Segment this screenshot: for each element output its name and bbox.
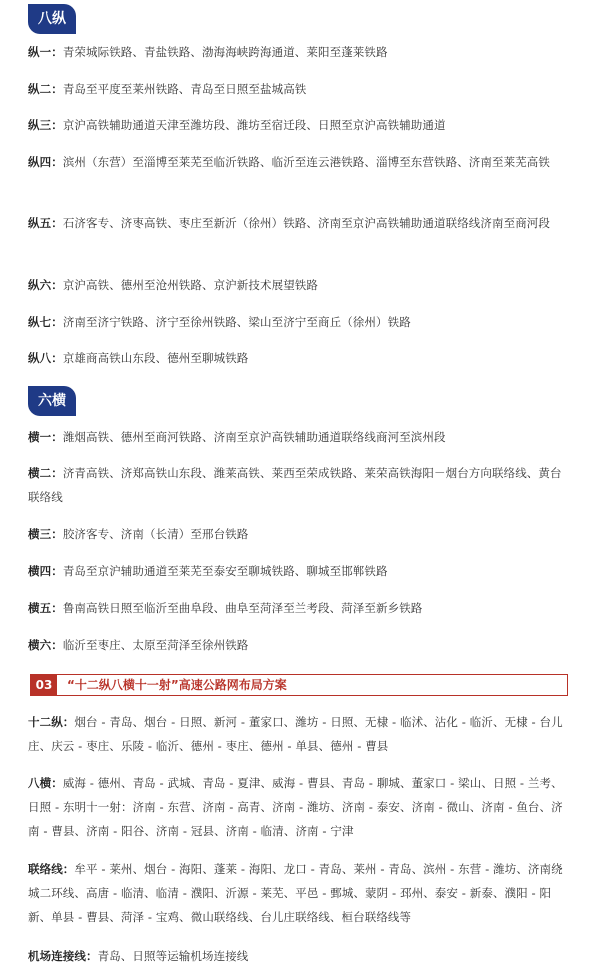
list-item <box>28 461 572 509</box>
item-label: 纵五： <box>28 216 63 230</box>
list-item <box>28 77 572 101</box>
item-label: 横四： <box>28 564 63 578</box>
item-text: 滨州（东营）至淄博至莱芜至临沂铁路、临沂至连云港铁路、淄博至东营铁路、济南至莱芜高铁 <box>62 155 551 169</box>
item-text: 青岛至京沪辅助通道至莱芜至泰安至聊城铁路、聊城至邯郸铁路 <box>62 564 388 578</box>
item-text: 鲁南高铁日照至临沂至曲阜段、曲阜至菏泽至兰考段、菏泽至新乡铁路 <box>62 601 423 615</box>
item-text: 临沂至枣庄、太原至菏泽至徐州铁路 <box>62 638 249 652</box>
item-text: 青岛、日照等运输机场连接线 <box>97 949 249 963</box>
item-text: 石济客专、济枣高铁、枣庄至新沂（徐州）铁路、济南至京沪高铁辅助通道联络线济南至商河段 <box>62 216 551 230</box>
item-text: 潍烟高铁、德州至商河铁路、济南至京沪高铁辅助通道联络线商河至滨州段 <box>62 430 446 444</box>
section-banner-03 <box>30 674 568 696</box>
item-label: 八横： <box>28 776 63 790</box>
item-label: 纵一： <box>28 45 63 59</box>
item-text: 济青高铁、济郑高铁山东段、潍莱高铁、莱西至荣成铁路、莱荣高铁海阳－烟台方向联络线、黄台联络线 <box>28 466 562 504</box>
list-item <box>28 771 572 843</box>
list-item <box>28 211 572 235</box>
item-label: 纵八： <box>28 351 63 365</box>
item-label: 机场连接线： <box>28 949 98 963</box>
list-item <box>28 710 572 758</box>
item-text: 京沪高铁、德州至沧州铁路、京沪新技术展望铁路 <box>62 278 319 292</box>
item-label: 纵七： <box>28 315 63 329</box>
item-text: 青荣城际铁路、青盐铁路、渤海海峡跨海通道、莱阳至蓬莱铁路 <box>62 45 388 59</box>
list-item <box>28 310 572 334</box>
item-text: 胶济客专、济南（长清）至邢台铁路 <box>62 527 249 541</box>
item-label: 横五： <box>28 601 63 615</box>
item-text: 济南至济宁铁路、济宁至徐州铁路、梁山至济宁至商丘（徐州）铁路 <box>62 315 411 329</box>
list-item <box>28 944 572 968</box>
item-label: 纵四： <box>28 155 63 169</box>
list-item <box>28 559 572 583</box>
list-item <box>28 522 572 546</box>
section-title: “十二纵八横十一射”高速公路网布局方案 <box>67 678 287 692</box>
item-text: 威海 - 德州、青岛 - 武城、青岛 - 夏津、威海 - 曹县、青岛 - 聊城、董家口 - 梁山、日照 - 兰考、日照 - 东明十一射：济南 - 东营、济南 - 高青、济南 - 潍坊、济南 - 泰安、济南 - 微山、济南 - 鱼台、济南 - 曹县、济南 - 阳谷、济南 - 冠县、济南 - 临清、济南 - 宁津 <box>28 776 563 838</box>
list-item <box>28 150 572 174</box>
item-text: 牟平 - 莱州、烟台 - 海阳、蓬莱 - 海阳、龙口 - 青岛、莱州 - 青岛、滨州 - 东营 - 潍坊、济南绕城二环线、高唐 - 临清、临清 - 濮阳、沂源 - 莱芜、平邑 - 鄄城、蒙阴 - 邳州、泰安 - 新泰、濮阳 - 阳新、单县 - 曹县、菏泽 - 宝鸡、微山联络线、台儿庄联络线、桓台联络线等 <box>28 862 563 924</box>
item-label: 纵二： <box>28 82 63 96</box>
item-label: 横三： <box>28 527 63 541</box>
list-item <box>28 425 572 449</box>
item-label: 十二纵： <box>28 715 75 729</box>
item-text: 京沪高铁辅助通道天津至潍坊段、潍坊至宿迁段、日照至京沪高铁辅助通道 <box>62 118 446 132</box>
section-number-badge: 03 <box>31 674 57 696</box>
section-heading-liuheng: 六横 <box>28 386 76 416</box>
list-item <box>28 596 572 620</box>
item-label: 纵三： <box>28 118 63 132</box>
list-item <box>28 346 572 370</box>
list-item <box>28 40 572 64</box>
item-label: 横六： <box>28 638 63 652</box>
item-text: 京雄商高铁山东段、德州至聊城铁路 <box>62 351 249 365</box>
list-item <box>28 857 572 929</box>
list-item <box>28 113 572 137</box>
item-text: 青岛至平度至莱州铁路、青岛至日照至盐城高铁 <box>62 82 307 96</box>
item-label: 纵六： <box>28 278 63 292</box>
item-label: 横一： <box>28 430 63 444</box>
section-heading-bazong: 八纵 <box>28 4 76 34</box>
item-label: 联络线： <box>28 862 75 876</box>
item-label: 横二： <box>28 466 63 480</box>
list-item <box>28 633 572 657</box>
item-text: 烟台 - 青岛、烟台 - 日照、新河 - 董家口、潍坊 - 日照、无棣 - 临沭、沾化 - 临沂、无棣 - 台儿庄、庆云 - 枣庄、乐陵 - 临沂、德州 - 枣庄、德州 - 单县、德州 - 曹县 <box>28 715 563 753</box>
list-item <box>28 273 572 297</box>
